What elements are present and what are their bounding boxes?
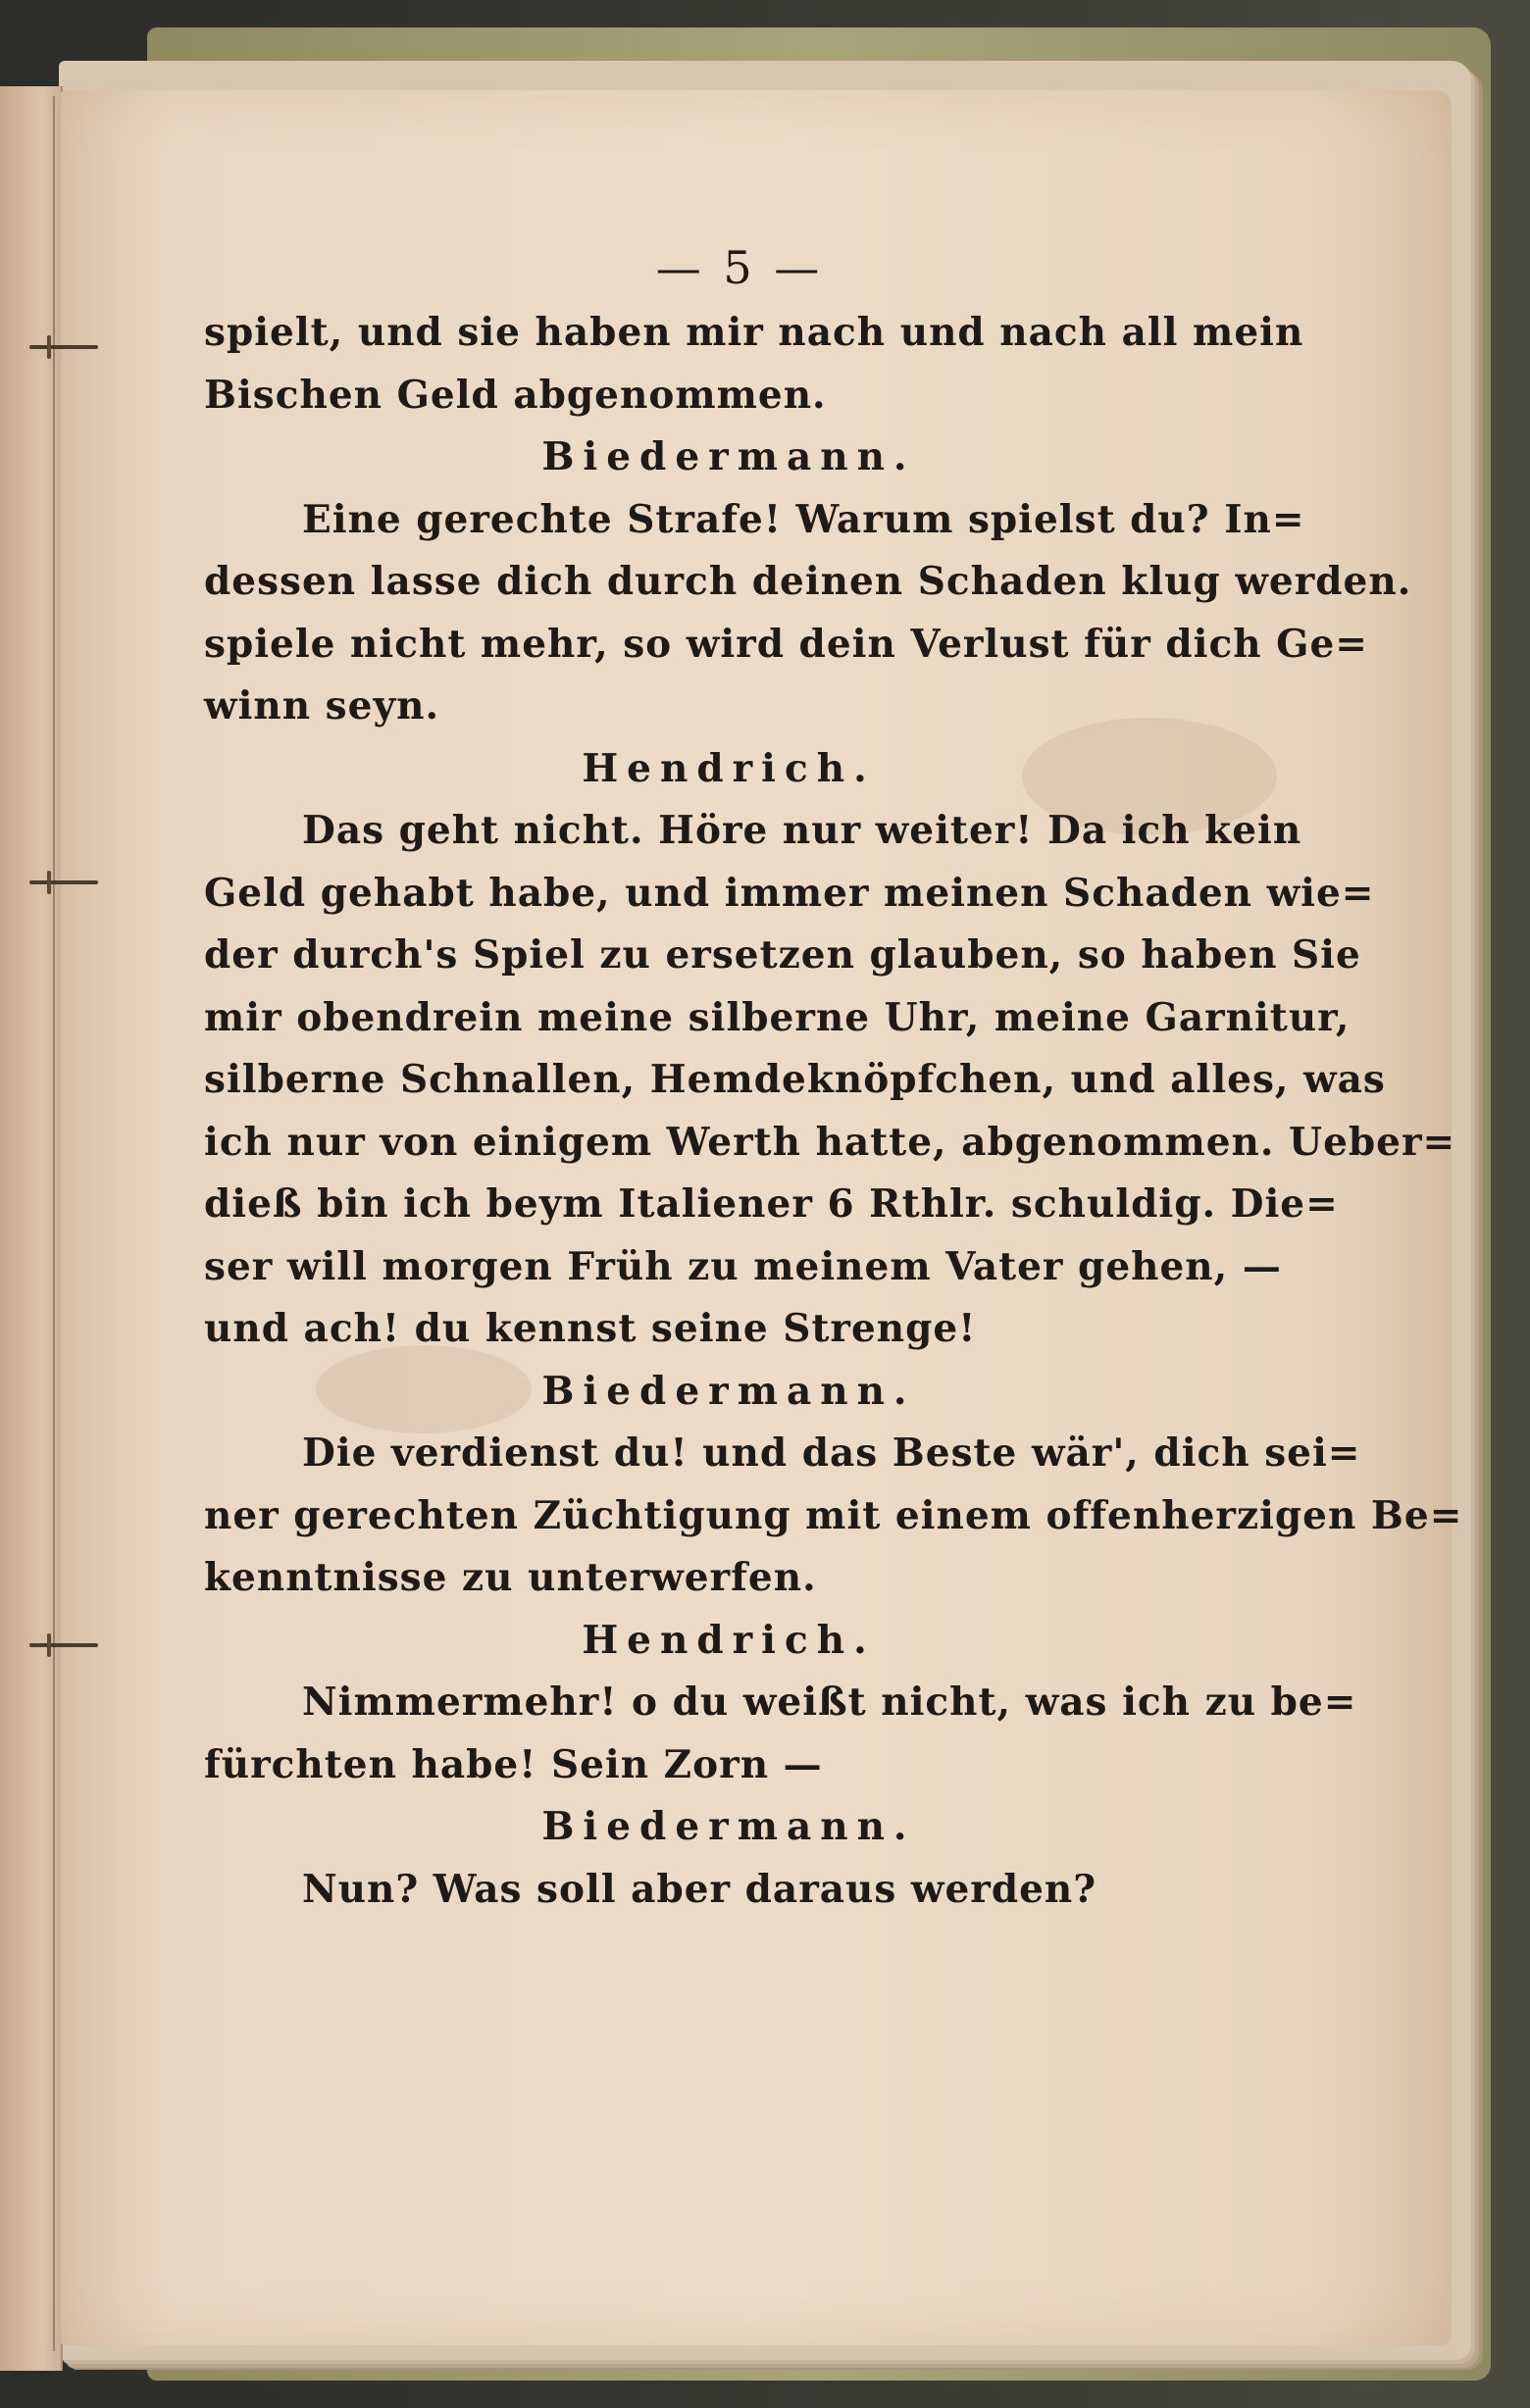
text-line: und ach! du kennst seine Strenge! [204,1306,977,1351]
speaker-name: Biedermann. [541,1804,916,1849]
speaker-name: Hendrich. [582,1617,876,1663]
text-line: Nimmermehr! o du weißt nicht, was ich zu be= [302,1680,1357,1725]
text-line: dieß bin ich beym Italiener 6 Rthlr. schuldig. Die= [204,1181,1339,1227]
text-line: silberne Schnallen, Hemdeknöpfchen, und alles, was [204,1057,1386,1102]
speaker-name: Biedermann. [541,434,916,479]
binding-thread [29,880,98,884]
binding-thread [29,345,98,349]
text-line: winn seyn. [204,683,440,728]
text-line: der durch's Spiel zu ersetzen glauben, so haben Sie [204,932,1361,978]
page-number: — 5 — [655,241,824,294]
page-gutter [53,96,55,2351]
speaker-name: Biedermann. [541,1368,916,1414]
text-line: ser will morgen Früh zu meinem Vater gehen, — [204,1243,1282,1289]
text-line: dessen lasse dich durch deinen Schaden klug werden. [204,559,1412,604]
text-line: Die verdienst du! und das Beste wär', dich sei= [302,1430,1361,1476]
text-line: kenntnisse zu unterwerfen. [204,1555,817,1600]
text-line: ner gerechten Züchtigung mit einem offenherzigen Be= [204,1492,1463,1538]
speaker-name: Hendrich. [582,745,876,791]
text-line: Bischen Geld abgenommen. [204,372,827,418]
text-line: mir obendrein meine silberne Uhr, meine Garnitur, [204,994,1351,1040]
binding-thread [29,1643,98,1647]
text-line: Eine gerechte Strafe! Warum spielst du? In= [302,496,1305,542]
page-text [204,233,1463,1921]
text-line: Geld gehabt habe, und immer meinen Schaden wie= [204,870,1375,916]
text-line: spiele nicht mehr, so wird dein Verlust für dich Ge= [204,621,1368,667]
text-line: Nun? Was soll aber daraus werden? [302,1866,1097,1912]
text-line: ich nur von einigem Werth hatte, abgenommen. Ueber= [204,1119,1456,1165]
text-line: fürchten habe! Sein Zorn — [204,1741,823,1787]
text-line: Das geht nicht. Höre nur weiter! Da ich kein [302,808,1302,853]
text-line: spielt, und sie haben mir nach und nach all mein [204,310,1304,355]
